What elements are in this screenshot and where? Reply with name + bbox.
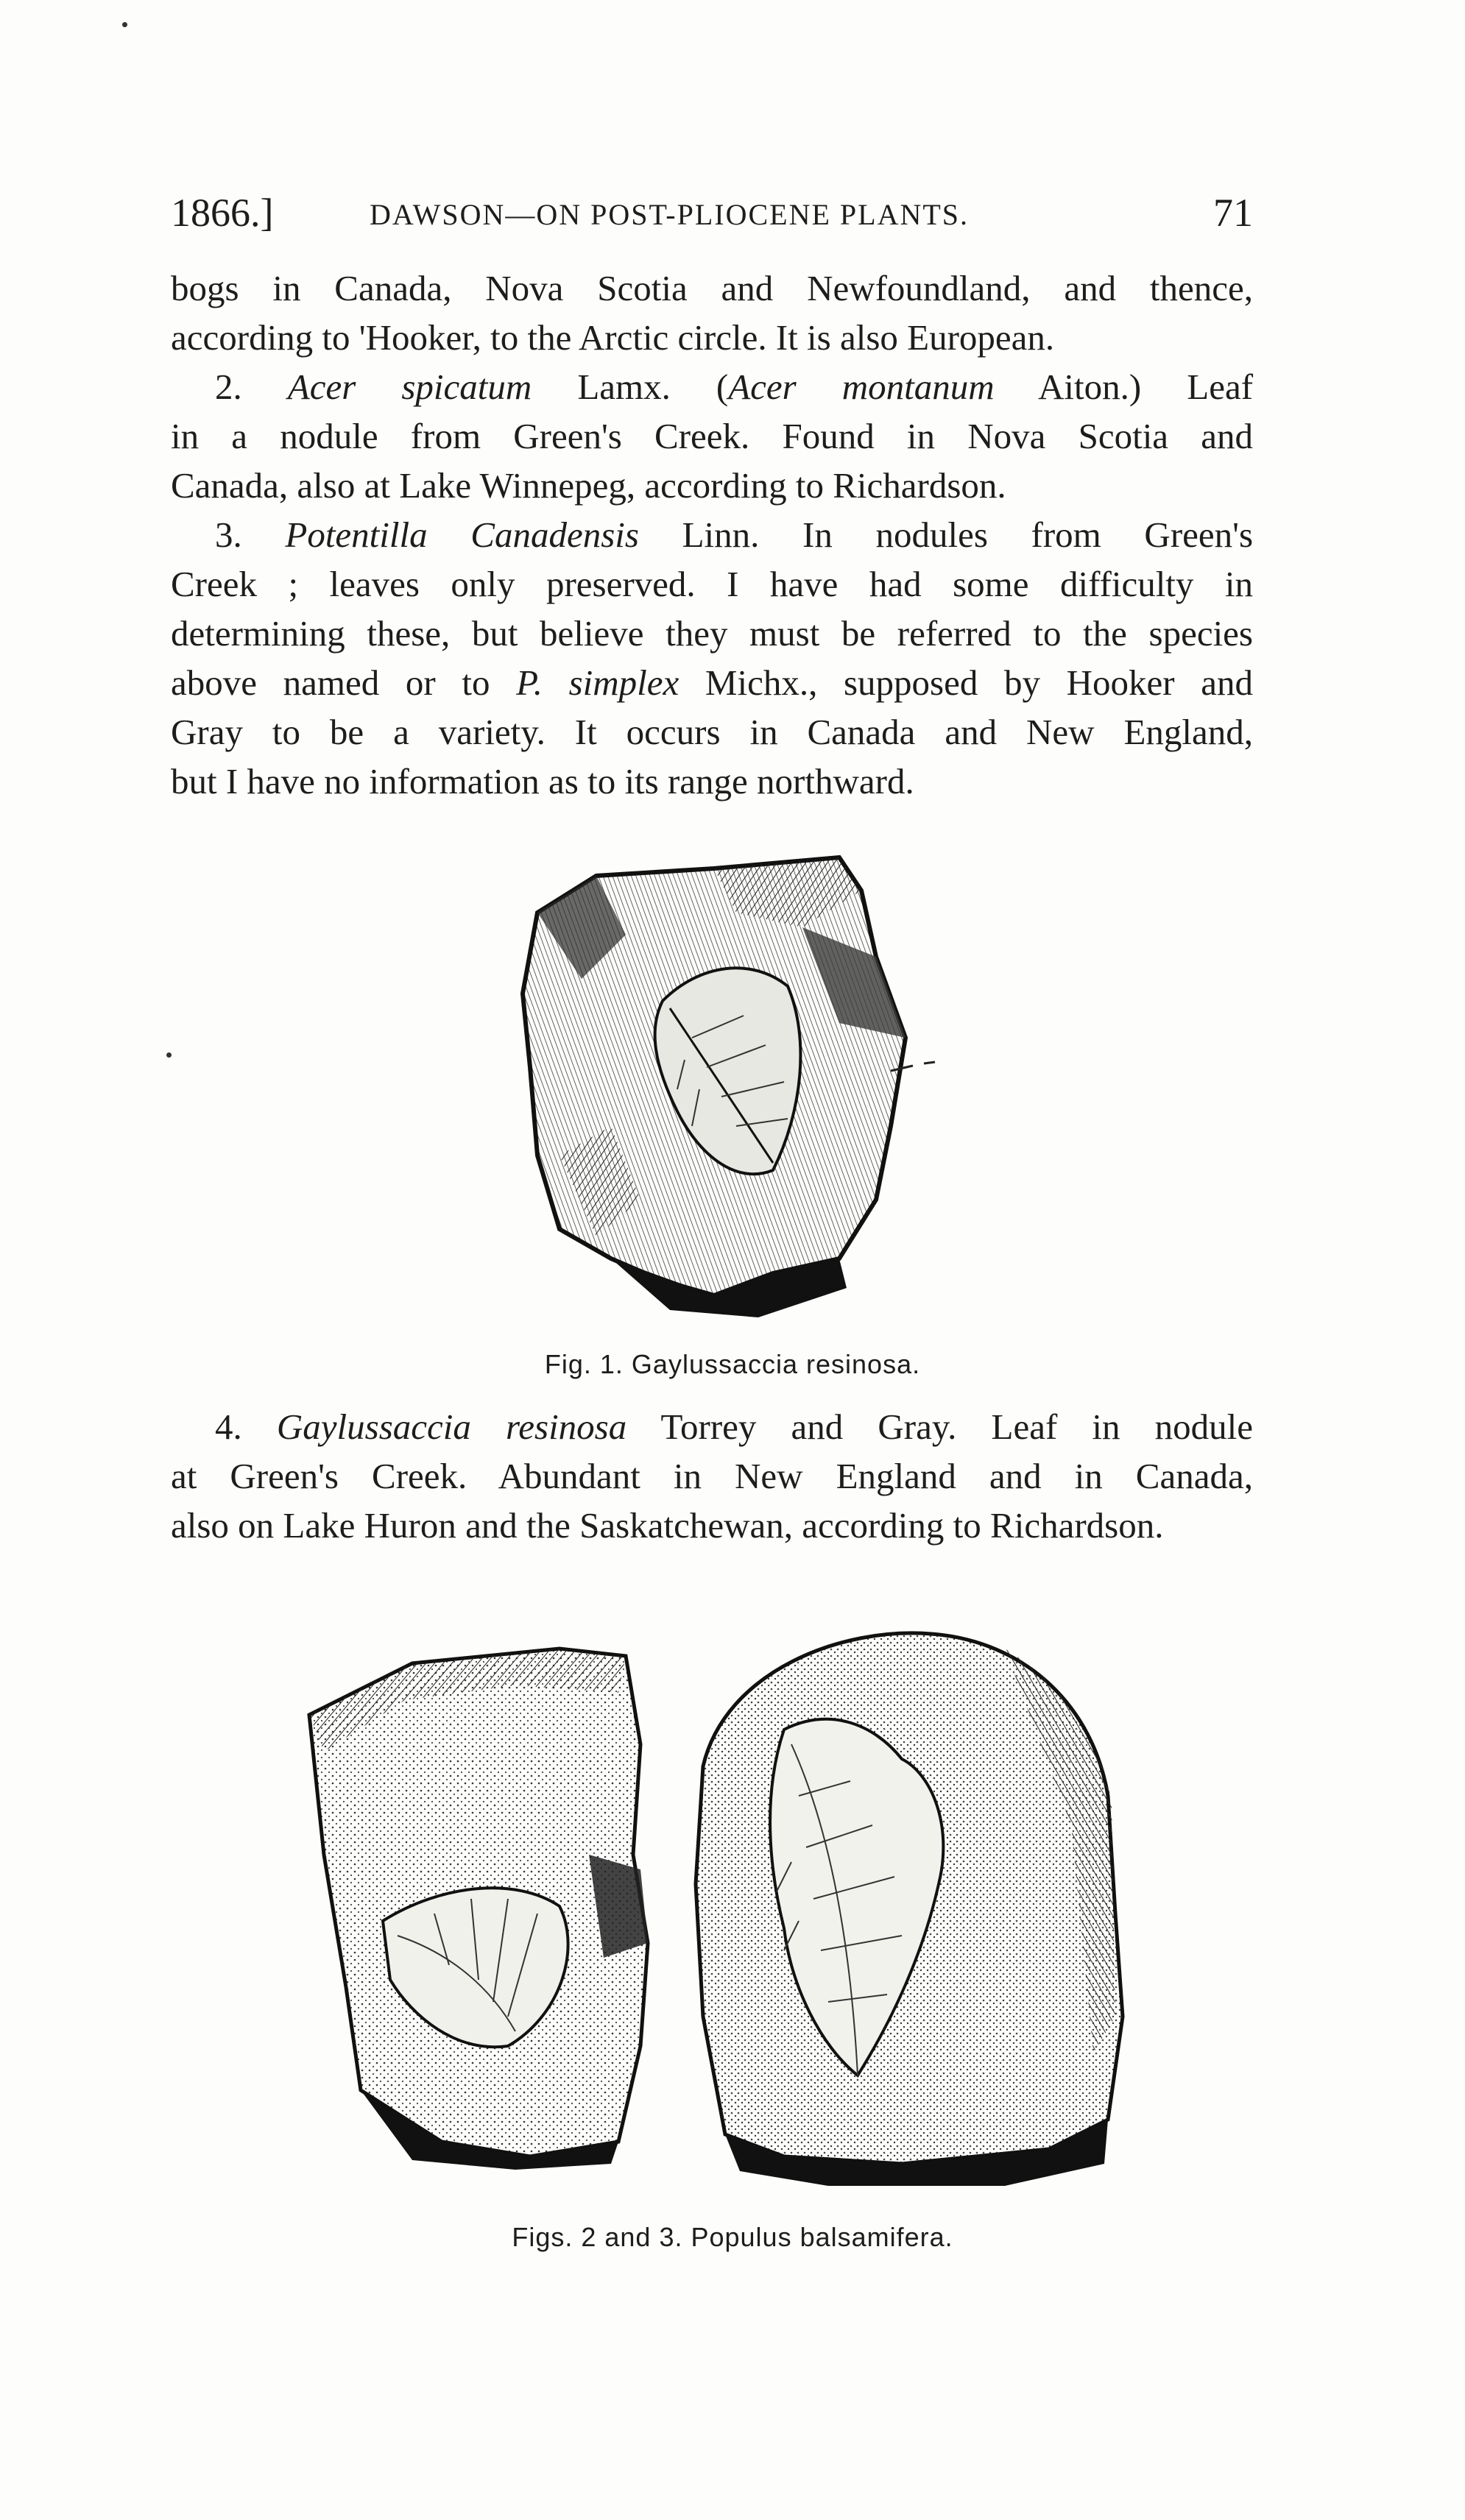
paragraph-3 xyxy=(171,510,1253,806)
text-line: according to 'Hooker, to the Arctic circle. It is also European. xyxy=(171,317,1055,358)
text-line: Creek ; leaves only preserved. I have had some difficulty in xyxy=(171,564,1253,604)
running-header xyxy=(171,190,1253,241)
header-year: 1866.] xyxy=(171,191,274,235)
text-line: Gray to be a variety. It occurs in Canada and New England, xyxy=(171,712,1253,752)
entry-number: 3. xyxy=(215,514,242,555)
paragraph-2 xyxy=(171,362,1253,510)
species-name: Gaylussaccia resinosa xyxy=(276,1406,627,1447)
text-line: but I have no information as to its range northward. xyxy=(171,761,914,801)
stray-ink-dot xyxy=(166,1052,172,1058)
stray-ink-dot xyxy=(122,22,127,27)
species-name: Potentilla Canadensis xyxy=(285,514,639,555)
text-line: 4. Gaylussaccia resinosa Torrey and Gray. Leaf in nodule xyxy=(215,1406,1253,1447)
text-line: Canada, also at Lake Winnepeg, according to Richardson. xyxy=(171,465,1006,506)
text-line: also on Lake Huron and the Saskatchewan, according to Richardson. xyxy=(171,1505,1164,1546)
paragraph-1 xyxy=(171,263,1253,362)
figures-2-3-caption: Figs. 2 and 3. Populus balsamifera. xyxy=(512,2222,953,2252)
entry-number: 4. xyxy=(215,1406,242,1447)
text-line: above named or to P. simplex Michx., supposed by Hooker and xyxy=(171,662,1253,703)
running-title: DAWSON—ON POST-PLIOCENE PLANTS. xyxy=(370,198,970,231)
figure-2-illustration xyxy=(294,1634,677,2171)
synonym-name: Acer montanum xyxy=(728,367,995,407)
figure-3-illustration xyxy=(681,1604,1152,2193)
text-line: bogs in Canada, Nova Scotia and Newfoundland, and thence, xyxy=(171,268,1253,308)
paragraph-4 xyxy=(171,1402,1253,1550)
page-number: 71 xyxy=(1213,191,1253,235)
text-line: 3. Potentilla Canadensis Linn. In nodules from Green's xyxy=(215,514,1254,555)
text-line: at Green's Creek. Abundant in New England and in Canada, xyxy=(171,1456,1253,1496)
species-name: Acer spicatum xyxy=(287,367,532,407)
text-line: determining these, but believe they must be referred to the species xyxy=(171,613,1253,654)
text-line: in a nodule from Green's Creek. Found in Nova Scotia and xyxy=(171,416,1253,456)
figure-1-illustration xyxy=(493,846,994,1332)
figure-1-caption: Fig. 1. Gaylussaccia resinosa. xyxy=(544,1349,921,1379)
text-line: 2. Acer spicatum Lamx. (Acer montanum Aiton.) Leaf xyxy=(215,367,1254,407)
entry-number: 2. xyxy=(215,367,242,407)
species-name: P. simplex xyxy=(516,662,679,703)
